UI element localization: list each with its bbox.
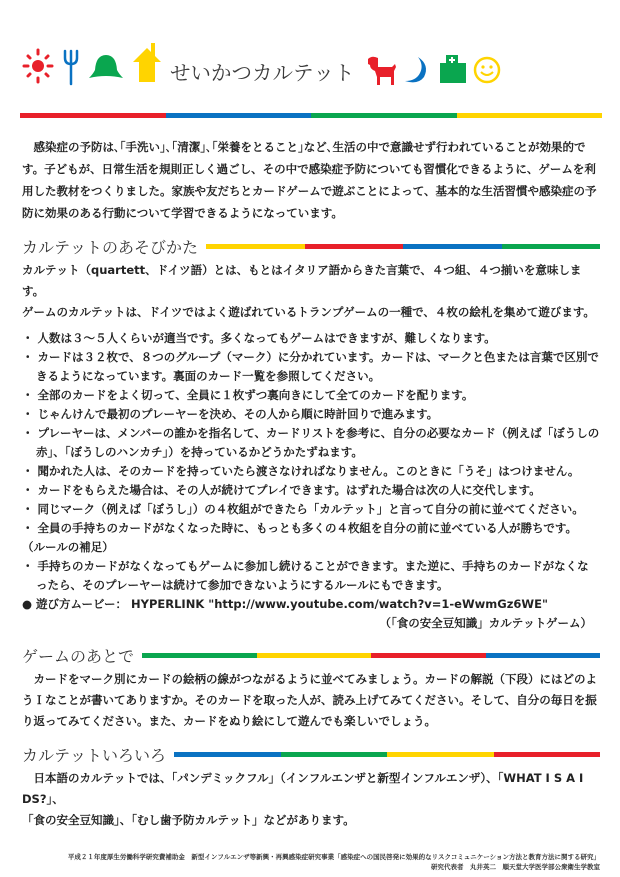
intro-paragraph [22,136,600,224]
section-heading-how-to-play: カルテットのあそびかた [22,237,199,257]
paragraph-line: ことが書いてありますか。そのカードを取った人が、読み上げてみてください。そして、自分の毎日を振り返って [22,693,597,728]
section3-paragraph [22,768,600,831]
paragraph-line: ゲームのカルテットは、ドイツではよく遊ばれているトランプゲームの一種で、４枚の絵札を集めて遊びます。 [22,305,595,319]
rule-item-block [22,348,600,386]
intro-line: ゲームを利用した教材をつくりました。家族や友だちとカードゲームで遊ぶことによって、基本的な生活 [22,162,596,198]
rule-item-continued: なっています。裏面のカード一覧を参照してください。 [93,369,381,383]
header-color-bar [20,113,602,118]
intro-line: 的です。子どもが、日常生活を規則正しく過ごし、その中で感染症予防についても習慣化できるように、 [22,140,586,176]
section2-paragraph [22,669,600,732]
intro-line: 感染症の予防は､｢手洗い｣､｢清潔｣､｢栄養をとること｣など､生活の中で意識せず行われていることが効果 [22,140,563,154]
paragraph-line: カルテット（quartett、ドイツ語）とは、もとはイタリア語からきた言葉で、４つ組、４つ揃いを意味します。 [22,263,582,298]
supplement-item: ・ 手持ちのカードがなくなってもゲームに参加し続けることができます。また逆に、手持ちのカードがなくなったら、 [22,559,589,592]
rule-item-block [22,424,600,462]
movie-link[interactable]: ● 遊び方ムービー： HYPERLINK "http://www.youtube.com/watch?v=1-eWwmGz6WE" [22,597,548,611]
fork-icon [62,48,80,86]
rule-item: ・ 全部のカードをよく切って、全員に１枚ずつ裏向きにして全てのカードを配ります。 [22,388,474,402]
section-header [22,740,600,768]
footer-funding: 平成２１年度厚生労働科学研究費補助金 新型インフルエンザ等新興・再興感染症研究事業「感染症への国民啓発に効果的なリスクコミュニケーション方法と教育方法に関する研究」 [67,853,600,861]
rule-item: ・ 聞かれた人は、そのカードを持っていたら渡さなければなりません。このときに「うそ」はつけません。 [22,464,580,478]
rule-item: ・ 全員の手持ちのカードがなくなった時に、もっとも多くの４枚組を自分の前に並べている人が勝ちです。 [22,521,577,535]
rule-item: ・ 同じマーク（例えば「ぼうし」）の４枚組ができたら「カルテット」と言って自分の前に並べてください。 [22,502,584,516]
rule-item: ・ じゃんけんで最初のプレーヤーを決め、その人から順に時計回りで進みます。 [22,407,439,421]
section-header [22,232,600,260]
source-note: （「食の安全豆知識」カルテットゲーム） [379,616,592,630]
supplement-label: （ルールの補足） [22,540,114,554]
supplement-item-continued: そのプレーヤーは続けて参加できないようにするルールにもできます。 [82,578,449,592]
rule-item: ・ プレーヤーは、メンバーの誰かを指名して、カードリストを参考に、自分の必要なカード（例えば「ぼうしの赤」、「ぼうし [22,426,600,459]
dog-icon [366,55,398,87]
house-icon [131,42,163,84]
section-heading-after-game: ゲームのあとで [22,646,135,666]
footer-investigator: 研究代表者 丸井英二 順天堂大学医学部公衆衛生学教室 [431,863,600,871]
section-heading-variations: カルテットいろいろ [22,745,167,765]
supplement-block [22,557,600,595]
section-color-bar [174,752,600,757]
paragraph-line: 日本語のカルテットでは、「パンデミックフル」（インフルエンザと新型インフルエンザ）、「WHAT I S A I DS?」、 [22,771,584,806]
rules-list [22,329,600,633]
rule-item-continued: のハンカチ」）を持っているかどうかたずねます。 [105,445,363,459]
section-color-bar [142,653,600,658]
rule-item: ・ カードをもらえた場合は、その人が続けてプレイできます。はずれた場合は次の人に交代します。 [22,483,541,497]
footer [20,852,600,872]
intro-line: 習慣や感染症の予防に効果のある行動について学習できるようになっています。 [22,184,597,220]
section-header [22,641,600,669]
sun-icon [22,46,54,84]
rule-item: ・ 人数は３～５人くらいが適当です。多くなってもゲームはできますが、難しくなります。 [22,331,496,345]
smiley-icon [473,56,501,84]
document-body [22,136,600,831]
rule-item: ・ カードは３２枚で、８つのグループ（マーク）に分かれています。カードは、マークと色または言葉で区別できるように [22,350,599,383]
hat-icon [87,52,125,80]
page-title: せいかつカルテット [170,61,355,85]
paragraph-line: 「食の安全豆知識」、「むし歯予防カルテット」などがあります。 [22,813,355,827]
paragraph-line: カードをマーク別にカードの絵柄の線がつながるように並べてみましょう。カードの解説（下段）にはどのようＩな [22,672,597,707]
moon-icon [402,55,430,85]
paragraph-line: みてください。また、カードをぬり絵にして遊んでも楽しいでしょう。 [68,714,436,728]
section-color-bar [206,244,600,249]
first-aid-icon [440,55,466,83]
